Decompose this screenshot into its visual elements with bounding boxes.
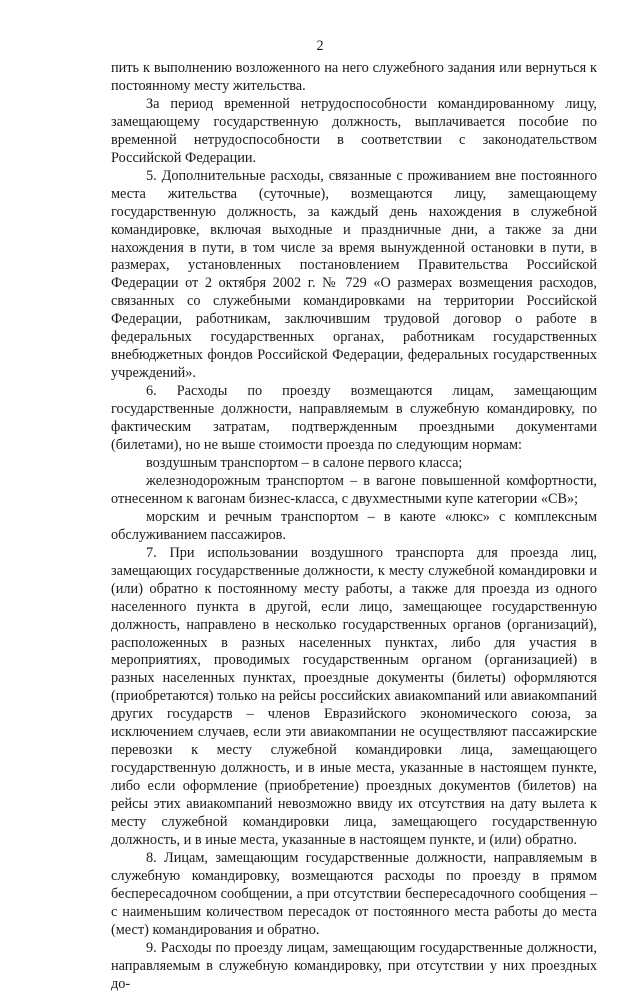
paragraph-item-7: 7. При использовании воздушного транспорта для проезда лиц, замещающих государственные должности, к месту служебной командировки и (или) обратно к постоянному месту работы, а также для проезда из одного населенного пункта в другой, если лицо, замещающее государственную должность, направлено в несколько государственных органов (организаций), расположенных в разных населенных пунктах, либо для участия в мероприятиях, проводимых государственным органом (организацией) в разных населенных пунктах, проездные документы (билеты) оформляются (приобретаются) только на рейсы российских авиакомпаний или авиакомпаний других государств – членов Евразийского экономического союза, за исключением случаев, если эти авиакомпании не осуществляют пассажирские перевозки к месту служебной командировки лица, замещающего государственную должность, и в иные места, указанные в настоящем пункте, либо если оформление (приобретение) проездных документов (билетов) на рейсы этих авиакомпаний невозможно ввиду их отсутствия на дату вылета к месту служебной командировки лица, замещающего государственную должность, и в иные места, указанные в настоящем пункте, и (или) обратно. xyxy=(111,544,597,848)
paragraph-air-transport: воздушным транспортом – в салоне первого класса; xyxy=(146,454,463,471)
paragraph-item-9: 9. Расходы по проезду лицам, замещающим государственные должности, направляемым в служебную командировку, при отсутствии у них проездных до- xyxy=(111,939,597,992)
document-body xyxy=(111,60,597,994)
paragraph-sick-leave: За период временной нетрудоспособности командированному лицу, замещающему государственную должность, выплачивается пособие по временной нетрудоспособности в соответствии с законодательством Российской Федерации. xyxy=(111,95,597,166)
paragraph-item-8: 8. Лицам, замещающим государственные должности, направляемым в служебную командировку, возмещаются расходы по проезду в прямом беспересадочном сообщении, а при отсутствии беспересадочного сообщения – с наименьшим количеством пересадок от постоянного места работы до места (мест) командирования и обратно. xyxy=(111,849,597,938)
paragraph-sea-river-transport: морским и речным транспортом – в каюте «люкс» с комплексным обслуживанием пассажиров. xyxy=(111,508,597,543)
paragraph-rail-transport: железнодорожным транспортом – в вагоне повышенной комфортности, отнесенном к вагонам бизнес-класса, с двухместными купе категории «СВ»; xyxy=(111,472,597,507)
paragraph-item-6: 6. Расходы по проезду возмещаются лицам, замещающим государственные должности, направляемым в служебную командировку, по фактическим затратам, подтвержденным проездными документами (билетами), но не выше стоимости проезда по следующим нормам: xyxy=(111,383,597,454)
page-number: 2 xyxy=(316,38,324,54)
paragraph-continuation: пить к выполнению возложенного на него служебного задания или вернуться к постоянному месту жительства. xyxy=(111,60,597,94)
paragraph-item-5: 5. Дополнительные расходы, связанные с проживанием вне постоянного места жительства (суточные), возмещаются лицу, замещающему государственную должность, за каждый день нахождения в служебной командировке, включая выходные и праздничные дни, а также за дни нахождения в пути, в том числе за время вынужденной остановки в пути, в размерах, установленных постановлением Правительства Российской Федерации от 2 октября 2002 г. № 729 «О размерах возмещения расходов, связанных со служебными командировками на территории Российской Федерации, работникам, заключившим трудовой договор о работе в федеральных государственных органах, работникам государственных внебюджетных фондов Российской Федерации, федеральных государственных учреждений». xyxy=(111,167,597,382)
